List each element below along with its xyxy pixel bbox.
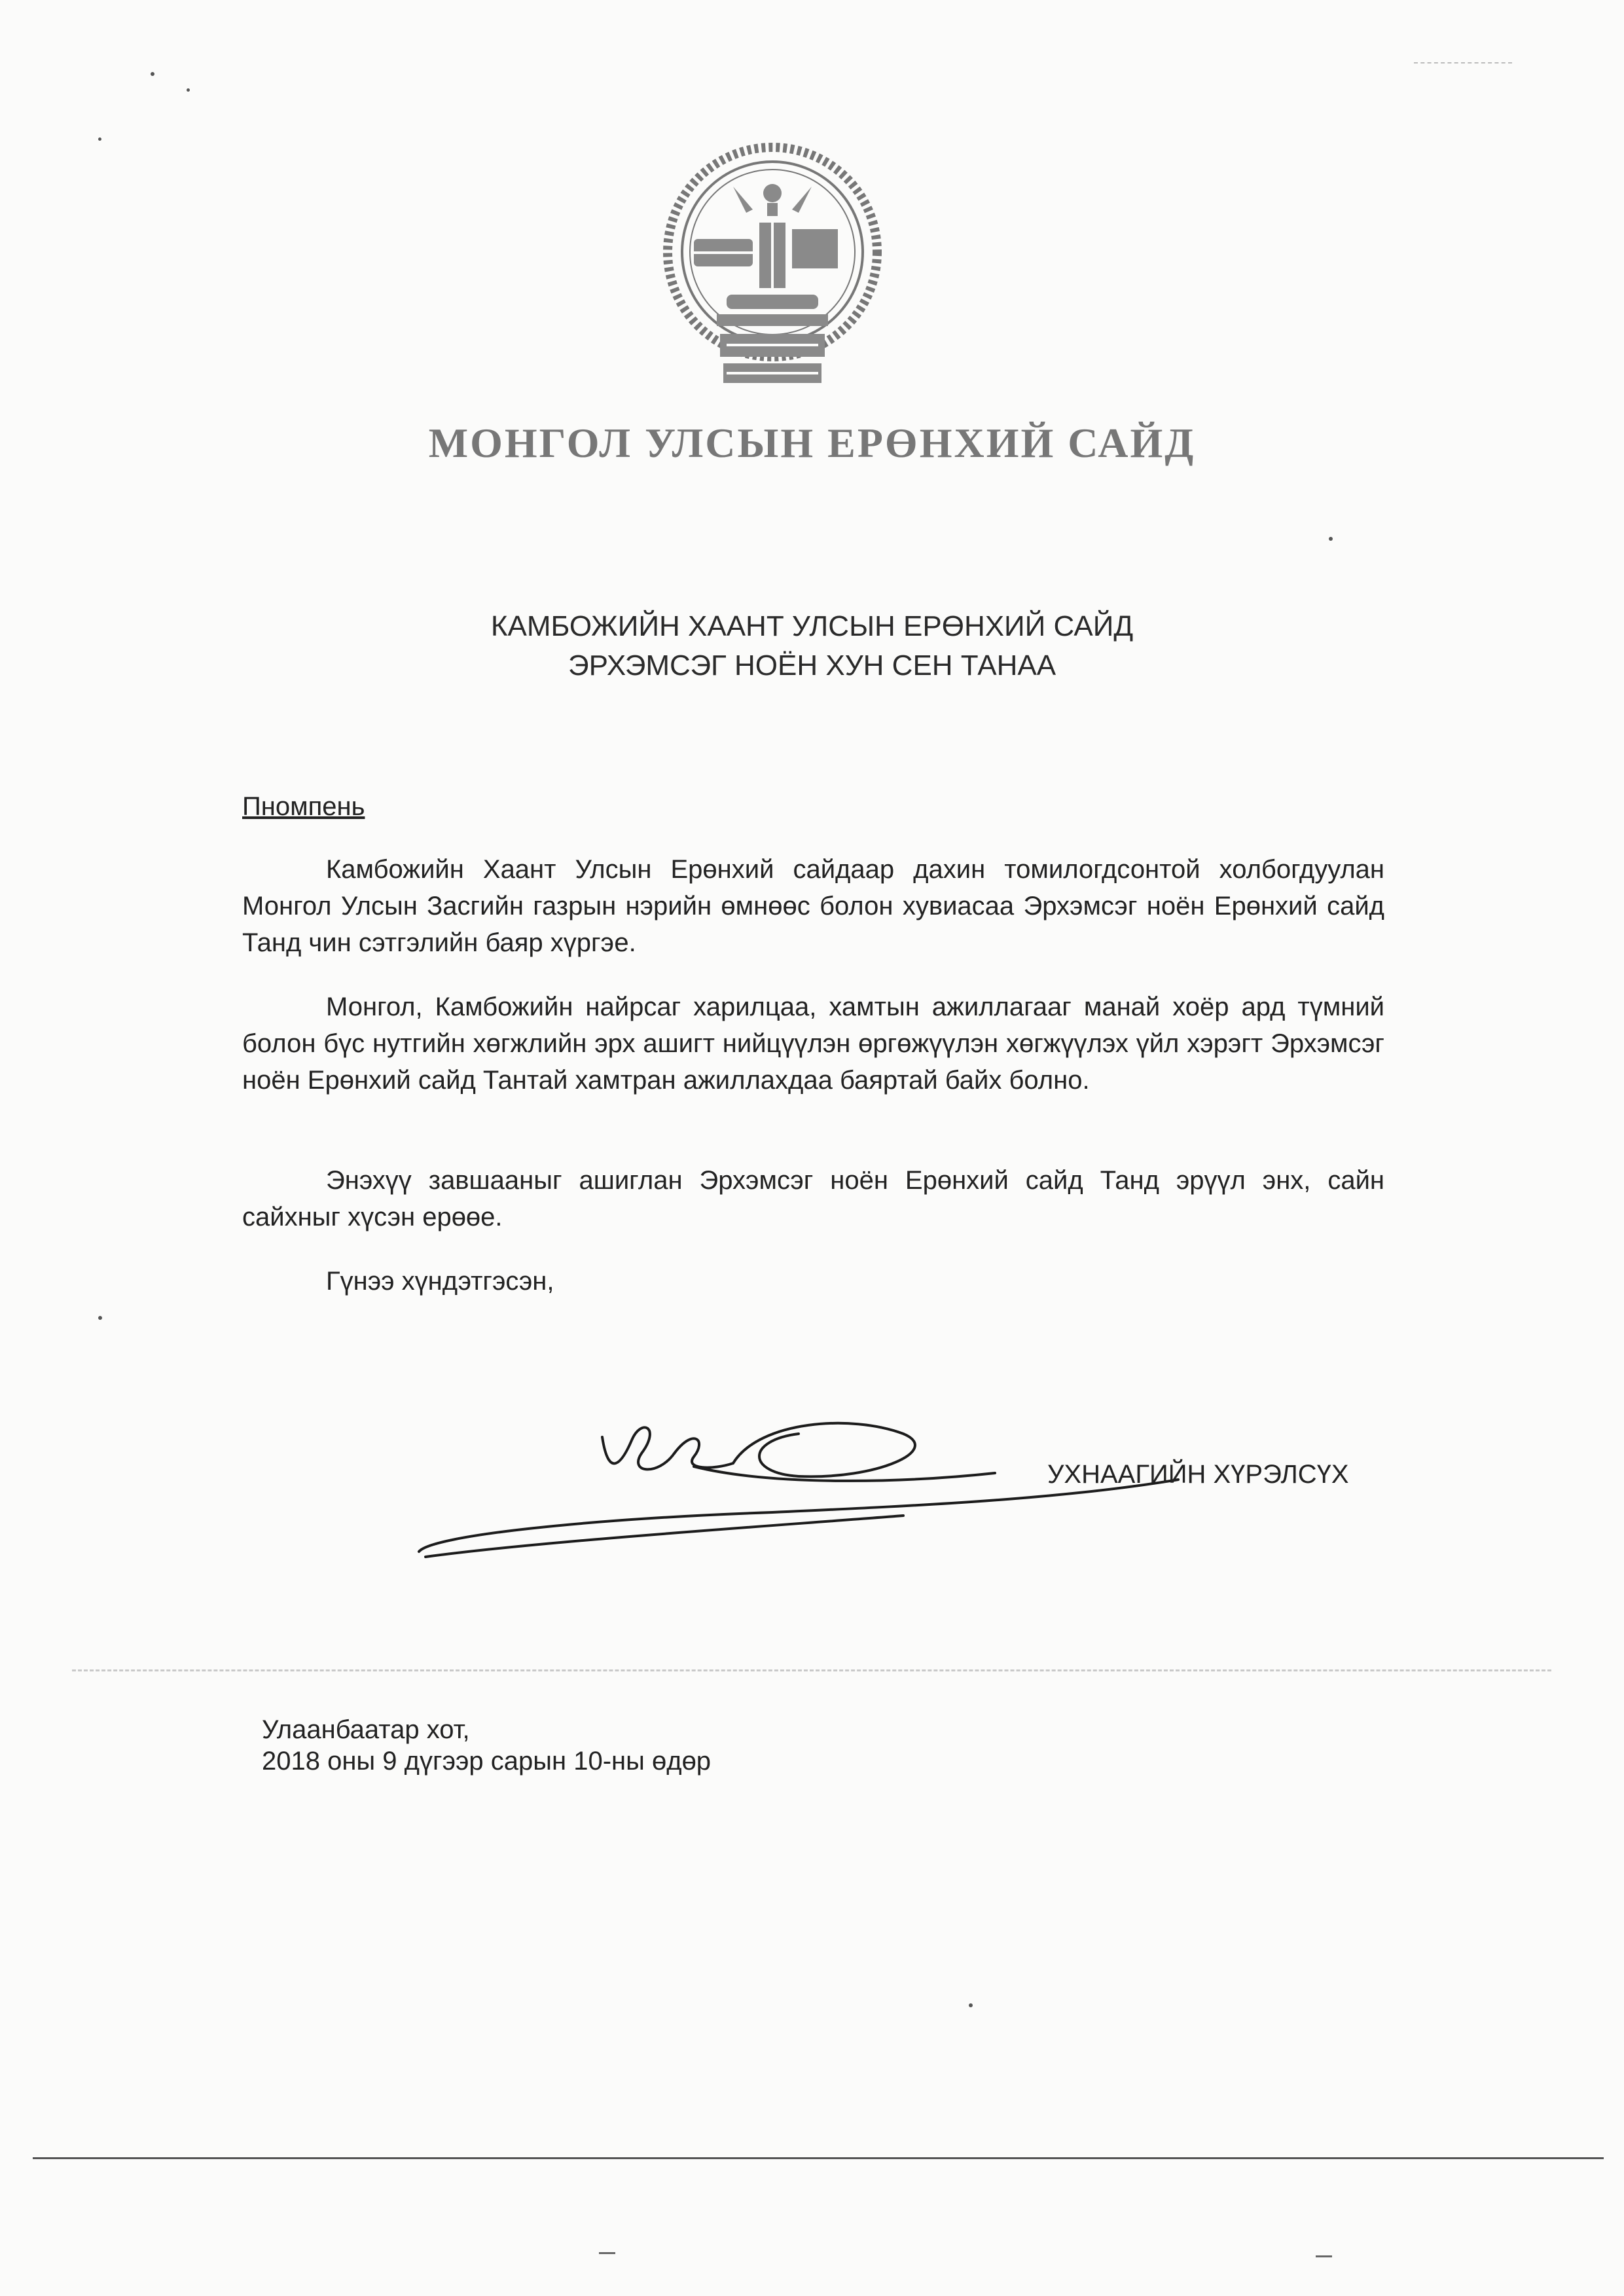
scan-mark (1316, 2255, 1332, 2257)
letter-paragraph-1: Камбожийн Хаант Улсын Ерөнхий сайдаар дахин томилогдсонтой холбогдуулан Монгол Улсын Засгийн газрын нэрийн өмнөөс болон хувиасаа Эрхэмсэг ноён Ерөнхий сайд Танд чин сэтгэлийн баяр хүргэе. (242, 855, 1384, 957)
state-emblem-icon (655, 131, 890, 419)
bottom-rule (33, 2157, 1604, 2159)
scan-mark (1414, 62, 1512, 64)
footer-divider (72, 1669, 1551, 1671)
recipient-line-1: КАМБОЖИЙН ХААНТ УЛСЫН ЕРӨНХИЙ САЙД (490, 610, 1134, 642)
closing-salutation: Гүнээ хүндэтгэсэн, (326, 1267, 554, 1296)
footer-date: 2018 оны 9 дүгээр сарын 10-ны өдөр (262, 1747, 712, 1776)
scan-speck (187, 88, 190, 92)
scan-speck (151, 72, 154, 76)
scan-speck (1329, 537, 1333, 541)
signer-name: УХНААГИЙН ХҮРЭЛСҮХ (1047, 1460, 1349, 1489)
office-title: МОНГОЛ УЛСЫН ЕРӨНХИЙ САЙД (428, 420, 1196, 466)
city-heading: Пномпень (242, 792, 365, 821)
letter-paragraph-2: Монгол, Камбожийн найрсаг харилцаа, хамтын ажиллагааг манай хоёр ард түмний болон бүс нутгийн хөгжлийн эрх ашигт нийцүүлэн өргөжүүлэн хөгжүүлэх үйл хэрэгт Эрхэмсэг ноён Ерөнхий сайд Тантай хамтран ажиллахдаа баяртай байх болно. (242, 993, 1384, 1095)
letter-paragraph-3: Энэхүү завшааныг ашиглан Эрхэмсэг ноён Ерөнхий сайд Танд эрүүл энх, сайн сайхныг хүсэн ерөөе. (242, 1166, 1384, 1231)
scan-mark (599, 2252, 615, 2254)
footer-place: Улаанбаатар хот, (262, 1715, 470, 1744)
scan-speck (98, 1316, 102, 1320)
recipient-line-2: ЭРХЭМСЭГ НОЁН ХУН СЕН ТАНАА (568, 649, 1056, 682)
scan-speck (969, 2003, 973, 2007)
scan-speck (98, 137, 101, 141)
